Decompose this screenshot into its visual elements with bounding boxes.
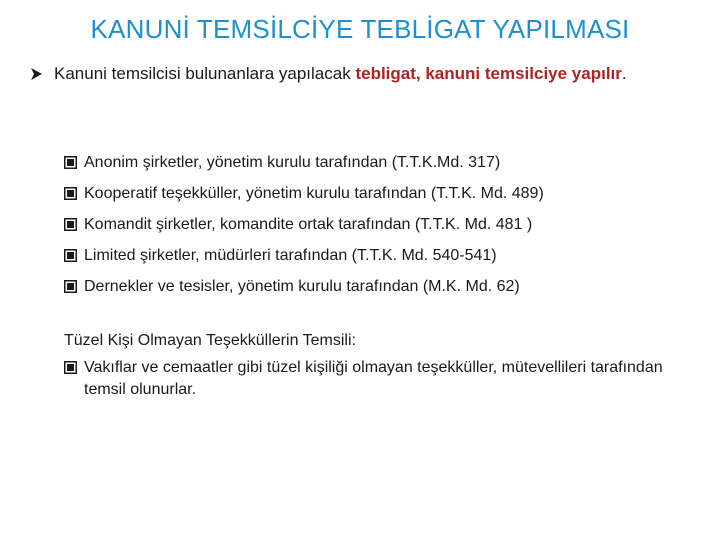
list-item <box>64 357 694 401</box>
slide-title: KANUNİ TEMSİLCİYE TEBLİGAT YAPILMASI <box>90 14 630 44</box>
checkbox-bullet-icon <box>64 156 77 169</box>
intro-emphasis: tebligat, kanuni temsilciye yapılır <box>355 64 622 83</box>
list-item <box>64 276 704 307</box>
list-item <box>64 245 704 276</box>
intro-paragraph <box>30 62 690 86</box>
list-item-text: Kooperatif teşekküller, yönetim kurulu tarafından (T.T.K. Md. 489) <box>84 185 544 202</box>
section-heading: Tüzel Kişi Olmayan Teşekküllerin Temsili: <box>64 332 356 349</box>
representative-list <box>64 152 704 307</box>
list-item-text: Vakıflar ve cemaatler gibi tüzel kişiliği olmayan teşekküller, mütevellileri tarafından temsil olunurlar. <box>84 359 663 398</box>
checkbox-bullet-icon <box>64 249 77 262</box>
list-item <box>64 152 704 183</box>
unincorporated-section <box>64 330 694 401</box>
checkbox-bullet-icon <box>64 361 77 374</box>
list-item-text: Komandit şirketler, komandite ortak tarafından (T.T.K. Md. 481 ) <box>84 216 533 233</box>
list-item-text: Limited şirketler, müdürleri tarafından (T.T.K. Md. 540-541) <box>84 247 497 264</box>
checkbox-bullet-icon <box>64 187 77 200</box>
intro-period: . <box>621 64 627 83</box>
list-item <box>64 183 704 214</box>
list-item <box>64 214 704 245</box>
arrow-bullet-icon <box>30 62 46 86</box>
list-item-text: Anonim şirketler, yönetim kurulu tarafından (T.T.K.Md. 317) <box>84 154 501 171</box>
checkbox-bullet-icon <box>64 218 77 231</box>
checkbox-bullet-icon <box>64 280 77 293</box>
intro-text: Kanuni temsilcisi bulunanlara yapılacak <box>54 64 356 83</box>
list-item-text: Dernekler ve tesisler, yönetim kurulu tarafından (M.K. Md. 62) <box>84 278 520 295</box>
